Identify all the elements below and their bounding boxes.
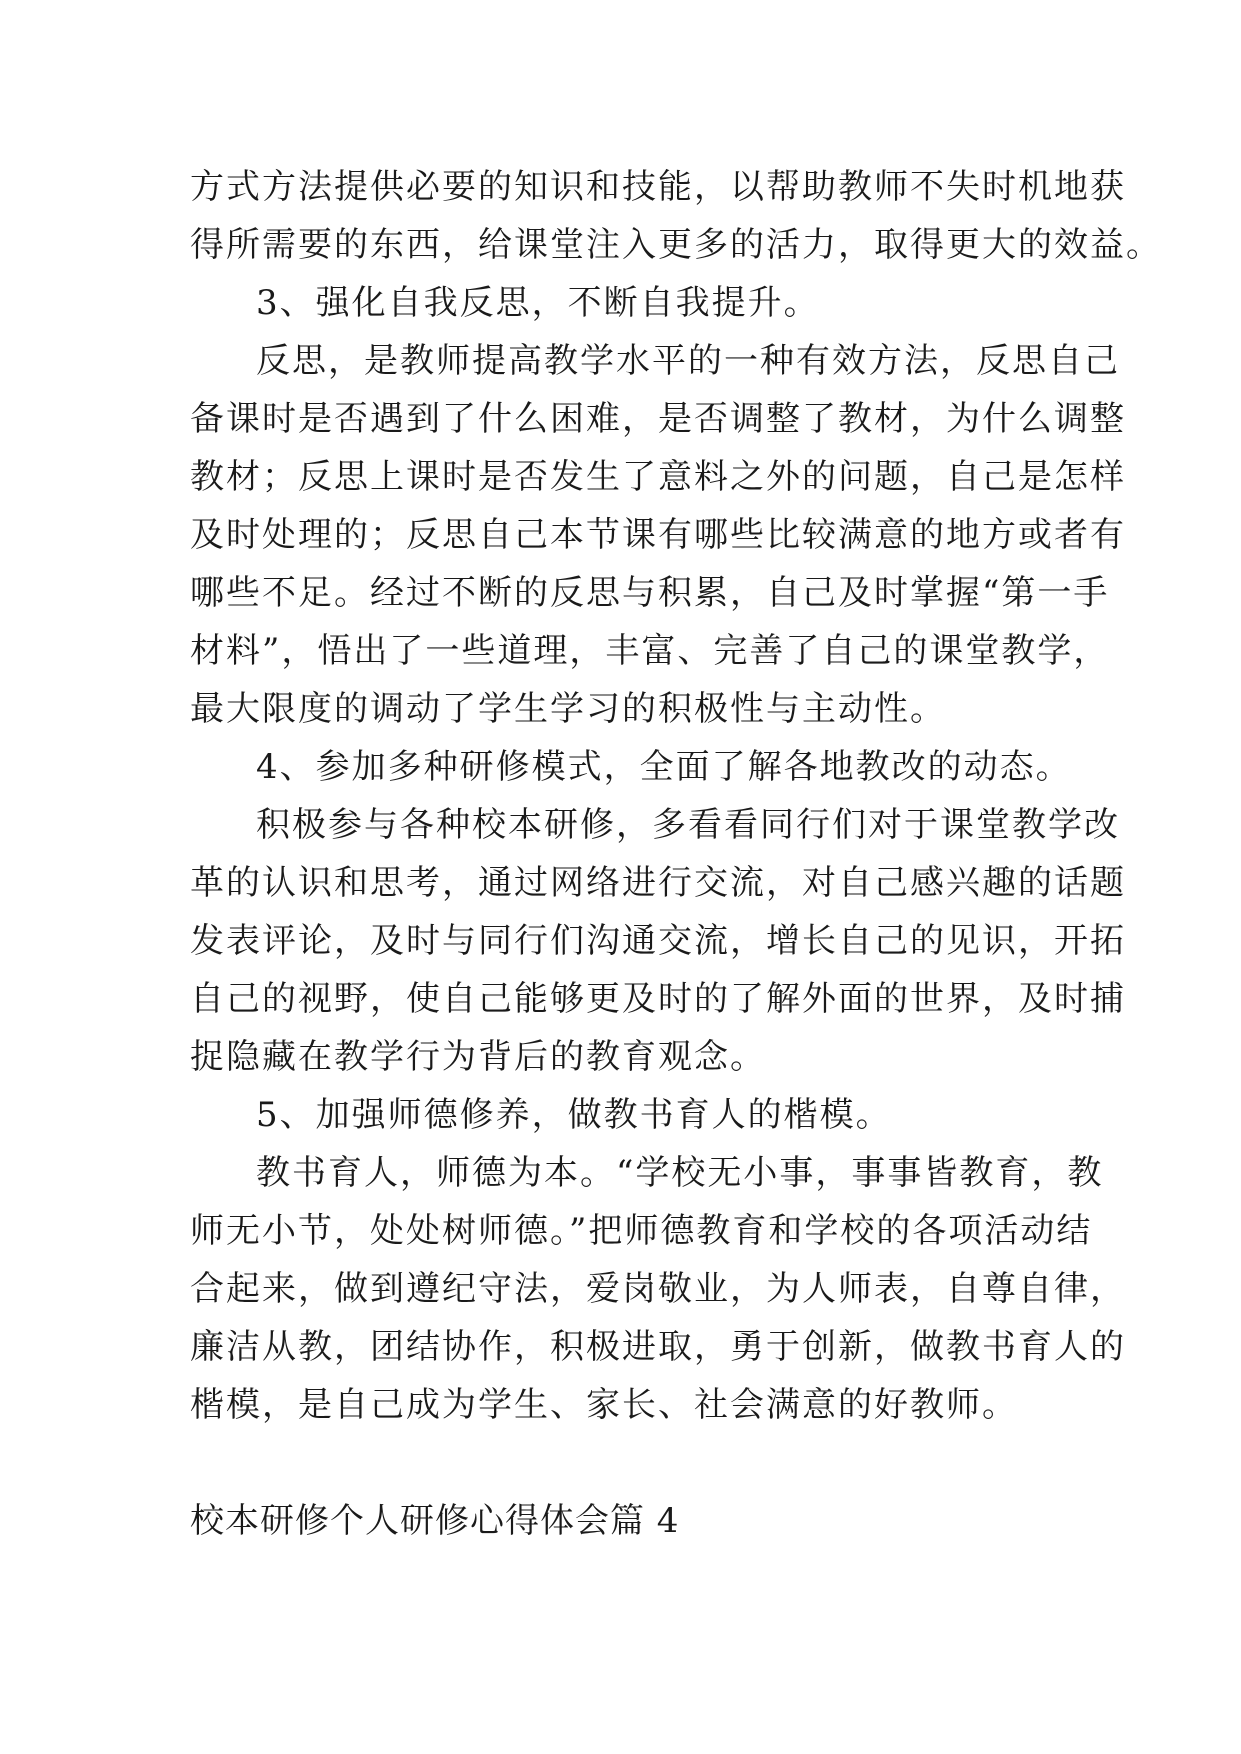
text-line: 发表评论，及时与同行们沟通交流，增长自己的见识，开拓 xyxy=(190,921,1126,961)
text-line: 教材；反思上课时是否发生了意料之外的问题，自己是怎样 xyxy=(190,457,1126,497)
text-line: 自己的视野，使自己能够更及时的了解外面的世界，及时捕 xyxy=(190,979,1126,1019)
text-line: 哪些不足。经过不断的反思与积累，自己及时掌握“第一手 xyxy=(190,573,1110,613)
document-body xyxy=(190,158,1162,1550)
text-line: 捉隐藏在教学行为背后的教育观念。 xyxy=(190,1037,766,1077)
text-line: 合起来，做到遵纪守法，爱岗敬业，为人师表，自尊自律， xyxy=(190,1269,1126,1309)
text-line: 材料”，悟出了一些道理，丰富、完善了自己的课堂教学， xyxy=(190,631,1110,671)
text-line: 及时处理的；反思自己本节课有哪些比较满意的地方或者有 xyxy=(190,515,1126,555)
paragraph-spacer xyxy=(190,1434,1050,1492)
text-line: 廉洁从教，团结协作，积极进取，勇于创新，做教书育人的 xyxy=(190,1327,1126,1367)
text-line: 师无小节，处处树师德。”把师德教育和学校的各项活动结 xyxy=(190,1211,1093,1251)
text-line: 方式方法提供必要的知识和技能，以帮助教师不失时机地获 xyxy=(190,167,1126,207)
text-line: 5、加强师德修养，做教书育人的楷模。 xyxy=(256,1095,892,1135)
text-line: 4、参加多种研修模式，全面了解各地教改的动态。 xyxy=(256,747,1072,787)
text-line: 楷模，是自己成为学生、家长、社会满意的好教师。 xyxy=(190,1385,1018,1425)
text-line: 3、强化自我反思，不断自我提升。 xyxy=(256,283,820,323)
text-line: 最大限度的调动了学生学习的积极性与主动性。 xyxy=(190,689,946,729)
text-line: 备课时是否遇到了什么困难，是否调整了教材，为什么调整 xyxy=(190,399,1126,439)
section-heading: 校本研修个人研修心得体会篇 4 xyxy=(190,1501,680,1541)
text-line: 得所需要的东西，给课堂注入更多的活力，取得更大的效益。 xyxy=(190,225,1162,265)
text-line: 反思，是教师提高教学水平的一种有效方法，反思自己 xyxy=(256,341,1120,381)
text-line: 教书育人，师德为本。“学校无小事，事事皆教育，教 xyxy=(256,1153,1104,1193)
text-line: 革的认识和思考，通过网络进行交流，对自己感兴趣的话题 xyxy=(190,863,1126,903)
text-line: 积极参与各种校本研修，多看看同行们对于课堂教学改 xyxy=(256,805,1120,845)
